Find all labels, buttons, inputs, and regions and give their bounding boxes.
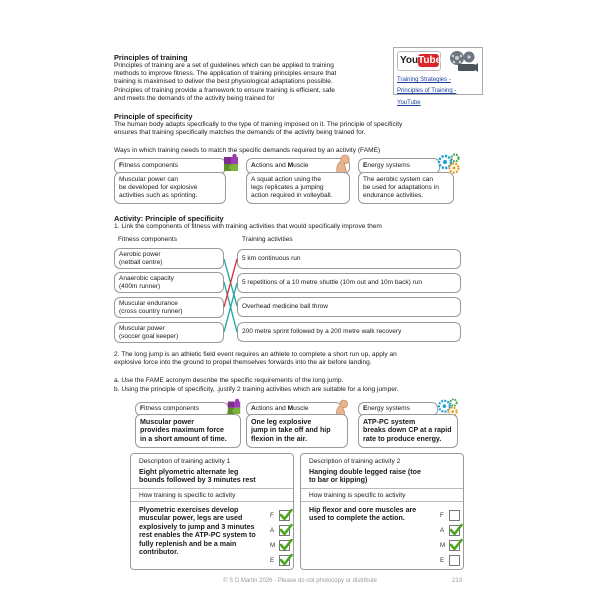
text-line: (soccer goal keeper)	[119, 332, 179, 340]
text-line: muscular power, legs are used	[139, 514, 243, 523]
fame-checkbox[interactable]	[279, 525, 290, 536]
text-line: (cross country runner)	[119, 307, 183, 315]
activity-shuttle-run[interactable]: 5 repetitions of a 10 metre shuttle (10m out and 10m back) run	[237, 273, 461, 293]
text-line: jump in take off and hip	[251, 426, 331, 435]
fame-check-letter: E	[270, 557, 275, 564]
checkmark-icon	[279, 538, 293, 552]
checkmark-icon	[279, 523, 293, 537]
activity-5km-run[interactable]: 5 km continuous run	[237, 249, 461, 269]
training2-desc[interactable]	[309, 468, 421, 485]
activity-title: Activity: Principle of specificity	[114, 214, 224, 223]
text-line: (netball centre)	[119, 258, 163, 266]
question-a: a. Use the FAME acronym describe the specific requirements of the long jump.	[114, 377, 344, 384]
fame-checkbox[interactable]	[449, 510, 460, 521]
answer-fitness-body[interactable]	[135, 414, 241, 448]
fame-body-text	[140, 418, 227, 443]
text-line: used to complete the action.	[309, 514, 405, 523]
checkmark-icon	[449, 523, 463, 537]
fame-intro: Ways in which training needs to match the specific demands required by an activity (FAME)	[114, 147, 381, 154]
page-number: 213	[452, 578, 463, 584]
text-line: Plyometric exercises develop	[139, 506, 239, 514]
fame-check-letter: F	[440, 512, 444, 519]
text-line: Principles of training provide a framework to ensure training is efficient, safe	[114, 86, 335, 94]
youtube-logo-you: You	[400, 55, 419, 66]
text-line: One leg explosive	[251, 418, 312, 426]
text-line: legs replicates a jumping	[251, 184, 324, 191]
text-line: action required in volleyball.	[251, 192, 333, 199]
text-line: rate to produce energy.	[363, 434, 442, 443]
text-line: A squat action using the	[251, 176, 322, 183]
text-line: Aerobic power	[119, 251, 161, 258]
training1-desc-label: Description of training activity 1	[139, 458, 231, 465]
answer-energy-body[interactable]	[358, 414, 458, 448]
checkmark-icon	[449, 538, 463, 552]
checkmark-icon	[279, 553, 293, 567]
principles-title: Principles of training	[114, 53, 188, 62]
text-line: fully replenish and be a main	[139, 539, 237, 548]
text-line: 2. The long jump is an athletic field event requires an athlete to complete a short run up, apply an	[114, 351, 397, 358]
fame-body-text	[363, 418, 452, 443]
text-line: Eight plyometric alternate leg	[139, 468, 239, 476]
text-line: Muscular endurance	[119, 300, 178, 307]
fame-letter: A	[251, 162, 256, 169]
text-line: explosive force into the ground to propel themselves forwards into the air before landing.	[114, 359, 372, 367]
activity-instruction: 1. Link the components of fitness with training activities that would specifically improve them	[114, 223, 382, 230]
fame-word: ctions and	[255, 405, 288, 412]
training1-desc[interactable]	[139, 468, 256, 485]
specificity-title: Principle of specificity	[114, 112, 193, 121]
text-line: be used for adaptations in	[363, 184, 439, 191]
fame-checkbox[interactable]	[449, 525, 460, 536]
fame-letter: E	[363, 405, 368, 412]
text-line: Muscular power	[140, 418, 195, 426]
text-line: ensures that training specifically matches the demands of the activity being trained for.	[114, 129, 366, 137]
fame-letter: A	[251, 405, 256, 412]
fame-check-letter: A	[440, 527, 445, 534]
youtube-link-line[interactable]: Principles of Training -	[397, 88, 457, 95]
text-line: activities such as sprinting.	[119, 192, 198, 199]
fame-body-text	[251, 418, 331, 443]
fame-checkbox[interactable]	[279, 555, 290, 566]
text-line: (400m runner)	[119, 282, 161, 290]
text-line: endurance activities.	[363, 192, 424, 199]
text-line: Anaerobic capacity	[119, 275, 174, 282]
divider	[301, 501, 463, 502]
fame-letter: M	[287, 162, 294, 169]
youtube-link-line[interactable]: Training Strategies -	[397, 77, 451, 83]
training2-desc-label: Description of training activity 2	[309, 458, 401, 465]
text-line: The aerobic system can	[363, 176, 433, 183]
text-line: contributor.	[139, 548, 179, 557]
fame-checkbox[interactable]	[279, 540, 290, 551]
training1-how-label: How training is specific to activity	[139, 492, 236, 499]
training2-how[interactable]	[309, 506, 444, 523]
fame-check-letter: M	[270, 542, 276, 549]
fame-check-letter: M	[440, 542, 446, 549]
fame-check-letter: F	[270, 512, 274, 519]
fame-check-letter: E	[440, 557, 445, 564]
question-b: b. Using the principle of specificity, .justify 2 training activities which are suitable for a long jumper.	[114, 386, 399, 393]
divider	[301, 488, 463, 489]
text-line: Hip flexor and core muscles are	[309, 506, 417, 514]
text-line: Principles of training are a set of guidelines which can be applied to training	[114, 62, 334, 69]
text-line: training is maximised to deliver the best physiological adaptations possible.	[114, 78, 333, 86]
fame-check-letter: A	[270, 527, 275, 534]
text-line: Muscular power can	[119, 176, 179, 183]
youtube-logo-tube: Tube	[418, 55, 442, 66]
fame-word: itness components	[123, 162, 179, 169]
text-line: Hanging double legged raise (toe	[309, 468, 421, 476]
divider	[131, 501, 293, 502]
fame-letter: F	[140, 405, 145, 412]
text-line: bounds followed by 3 minutes rest	[139, 476, 256, 485]
fame-header-label	[251, 405, 309, 412]
fame-letter: M	[287, 405, 294, 412]
text-line: in a short amount of time.	[140, 434, 227, 443]
fame-letter: F	[119, 162, 124, 169]
fame-header-label	[363, 405, 410, 412]
fame-letter: E	[363, 162, 368, 169]
checkmark-icon	[279, 508, 293, 522]
text-line: and meets the demands of the activity being trained for	[114, 94, 275, 102]
text-line: provides maximum force	[140, 426, 224, 435]
text-line: rest enables the ATP-PC system to	[139, 531, 256, 540]
activity-sprint-walk[interactable]: 200 metre sprint followed by a 200 metre walk recovery	[237, 322, 461, 342]
fame-word: ctions and	[255, 162, 288, 169]
activity-medicine-ball[interactable]: Overhead medicine ball throw	[237, 297, 461, 317]
text-line: to bar or kipping)	[309, 476, 368, 485]
fame-checkbox[interactable]	[279, 510, 290, 521]
text-line: The human body adapts specifically to the type of training imposed on it. The principle of specificity	[114, 121, 403, 128]
fame-word: uscle	[293, 405, 309, 412]
long-jump-text	[114, 351, 494, 367]
fame-checkbox[interactable]	[449, 555, 460, 566]
fame-word: uscle	[293, 162, 309, 169]
text-line: breaks down CP at a rapid	[363, 426, 452, 435]
answer-actions-body[interactable]	[246, 414, 348, 448]
fame-checkbox[interactable]	[449, 540, 460, 551]
divider	[131, 488, 293, 489]
fame-word: itness components	[144, 405, 200, 412]
fame-word: nergy systems	[367, 405, 410, 412]
fitness-components-header: Fitness components	[118, 236, 178, 243]
fame-word: nergy systems	[367, 162, 410, 169]
training1-how[interactable]	[139, 506, 274, 556]
footer-text: © S D Martin 2026 - Please do not photocopy or distribute	[223, 578, 377, 584]
text-line: Muscular power	[119, 325, 165, 332]
text-line: methods to improve fitness. The application of training principles ensure that	[114, 70, 337, 78]
text-line: ATP-PC system	[363, 418, 416, 426]
fame-header-label	[140, 405, 199, 412]
youtube-link-line[interactable]: YouTube	[397, 99, 421, 106]
text-line: explosively to jump and 3 minutes	[139, 522, 255, 531]
text-line: flexion in the air.	[251, 434, 307, 443]
training2-how-label: How training is specific to activity	[309, 492, 406, 499]
text-line: be developed for explosive	[119, 184, 198, 191]
training-activities-header: Training activities	[242, 236, 293, 243]
